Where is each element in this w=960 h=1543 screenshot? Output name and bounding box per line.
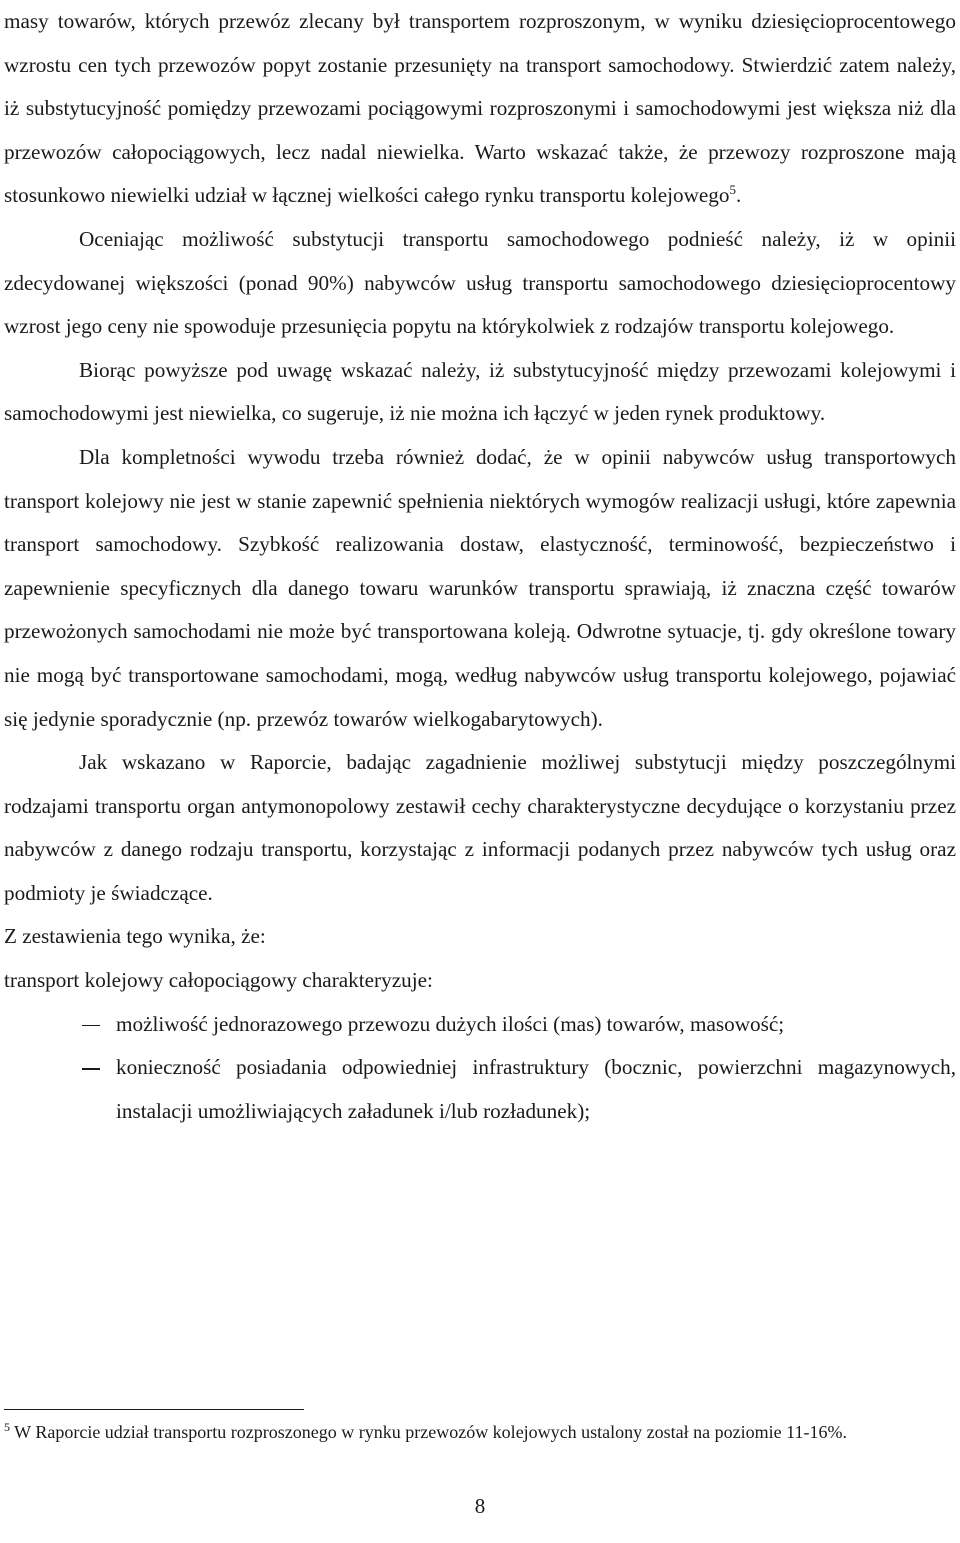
paragraph-2: Oceniając możliwość substytucji transportu samochodowego podnieść należy, iż w opinii zdecydowanej większości (ponad 90%) nabywców usług transportu samochodowego dziesięcioprocentowy wzrost jego ceny nie spowoduje przesunięcia popytu na którykolwiek z rodzajów transportu kolejowego.: [4, 226, 956, 339]
list-item-text: możliwość jednorazowego przewozu dużych ilości (mas) towarów, masowość;: [116, 1011, 785, 1036]
page-number: 8: [474, 1494, 486, 1518]
feature-list: [4, 1003, 956, 1134]
paragraph-1-end: .: [736, 183, 742, 208]
paragraph-5: Jak wskazano w Raporcie, badając zagadnienie możliwej substytucji między poszczególnymi rodzajami transportu organ antymonopolowy zestawił cechy charakterystyczne decydujące o korzystaniu przez nabywców z danego rodzaju transportu, korzystając z informacji podanych przez nabywców tych usług oraz podmioty je świadczące.: [4, 750, 956, 905]
paragraph-6: Z zestawienia tego wynika, że:: [4, 924, 266, 949]
paragraph-7: transport kolejowy całopociągowy charakteryzuje:: [4, 968, 433, 993]
footnote-text: W Raporcie udział transportu rozproszonego w rynku przewozów kolejowych ustalony został na poziomie 11-16%.: [10, 1422, 847, 1442]
paragraph-1-text: masy towarów, których przewóz zlecany był transportem rozproszonym, w wyniku dziesięcioprocentowego wzrostu cen tych przewozów popyt zostanie przesunięty na transport samochodowy. Stwierdzić zatem należy, iż substytucyjność pomiędzy przewozami pociągowymi rozproszonymi i samochodowymi jest większa niż dla przewozów całopociągowych, lecz nadal niewielka. Warto wskazać także, że przewozy rozproszone mają stosunkowo niewielki udział w łącznej wielkości całego rynku transportu kolejowego: [4, 9, 956, 208]
footnote-number: 5: [4, 1420, 10, 1434]
footnote-reference[interactable]: 5: [729, 182, 736, 198]
footnote-separator: [4, 1409, 304, 1410]
footnote: [4, 1420, 950, 1445]
paragraph-3: Biorąc powyższe pod uwagę wskazać należy, iż substytucyjność między przewozami kolejowymi i samochodowymi jest niewielka, co sugeruje, iż nie można ich łączyć w jeden rynek produktowy.: [4, 357, 956, 426]
document-body: [4, 0, 956, 1133]
paragraph-4: Dla kompletności wywodu trzeba również dodać, że w opinii nabywców usług transportowych transport kolejowy nie jest w stanie zapewnić spełnienia niektórych wymogów realizacji usługi, które zapewnia transport samochodowy. Szybkość realizowania dostaw, elastyczność, terminowość, bezpieczeństwo i zapewnienie specyficznych dla danego towaru warunków transportu sprawiają, iż znaczna część towarów przewożonych samochodami nie może być transportowana koleją. Odwrotne sytuacje, tj. gdy określone towary nie mogą być transportowane samochodami, mogą, według nabywców usług transportu kolejowego, pojawiać się jedynie sporadycznie (np. przewóz towarów wielkogabarytowych).: [4, 444, 956, 731]
list-item-text: konieczność posiadania odpowiedniej infrastruktury (bocznic, powierzchni magazynowych, instalacji umożliwiających załadunek i/lub rozładunek);: [116, 1055, 956, 1123]
paragraph-1: [4, 0, 956, 218]
list-item: [4, 1046, 956, 1133]
list-item: [4, 1003, 956, 1047]
